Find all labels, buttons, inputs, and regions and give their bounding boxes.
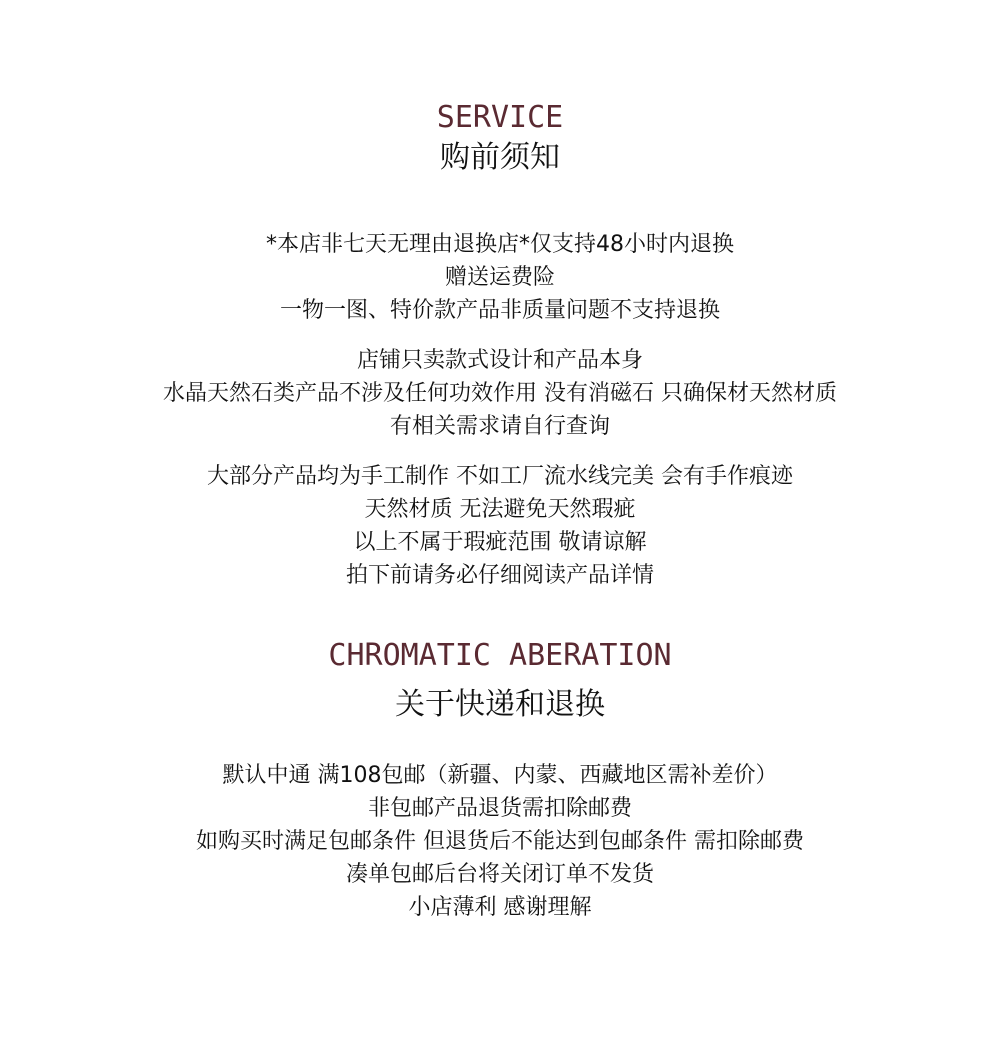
text-line: 一物一图、特价款产品非质量问题不支持退换	[279, 298, 720, 323]
service-en-title: SERVICE	[436, 100, 564, 135]
shipping-paragraph	[0, 759, 1000, 924]
shipping-cn-title: 关于快递和退换	[395, 687, 605, 722]
text-line: 店铺只卖款式设计和产品本身	[356, 348, 643, 373]
service-cn-title: 购前须知	[440, 140, 560, 175]
text-line: 小店薄利 感谢理解	[408, 895, 592, 920]
service-paragraph-1	[0, 228, 1000, 327]
text-line: 赠送运费险	[444, 265, 555, 290]
text-line: 如购买时满足包邮条件 但退货后不能达到包邮条件 需扣除邮费	[196, 829, 804, 854]
text-line: 以上不属于瑕疵范围 敬请谅解	[353, 530, 647, 555]
service-paragraph-3	[0, 460, 1000, 592]
text-line: 非包邮产品退货需扣除邮费	[367, 796, 632, 821]
text-line: 拍下前请务必仔细阅读产品详情	[345, 563, 654, 588]
text-line: *本店非七天无理由退换店*仅支持48小时内退换	[266, 232, 734, 257]
text-line: 默认中通 满108包邮（新疆、内蒙、西藏地区需补差价）	[222, 763, 778, 788]
text-line: 凑单包邮后台将关闭订单不发货	[345, 862, 654, 887]
text-line: 有相关需求请自行查询	[389, 414, 610, 439]
text-line: 水晶天然石类产品不涉及任何功效作用 没有消磁石 只确保材天然材质	[163, 381, 837, 406]
text-line: 天然材质 无法避免天然瑕疵	[364, 497, 636, 522]
text-line: 大部分产品均为手工制作 不如工厂流水线完美 会有手作痕迹	[207, 464, 793, 489]
service-paragraph-2	[0, 344, 1000, 443]
shipping-en-title: CHROMATIC ABERATION	[328, 638, 672, 673]
